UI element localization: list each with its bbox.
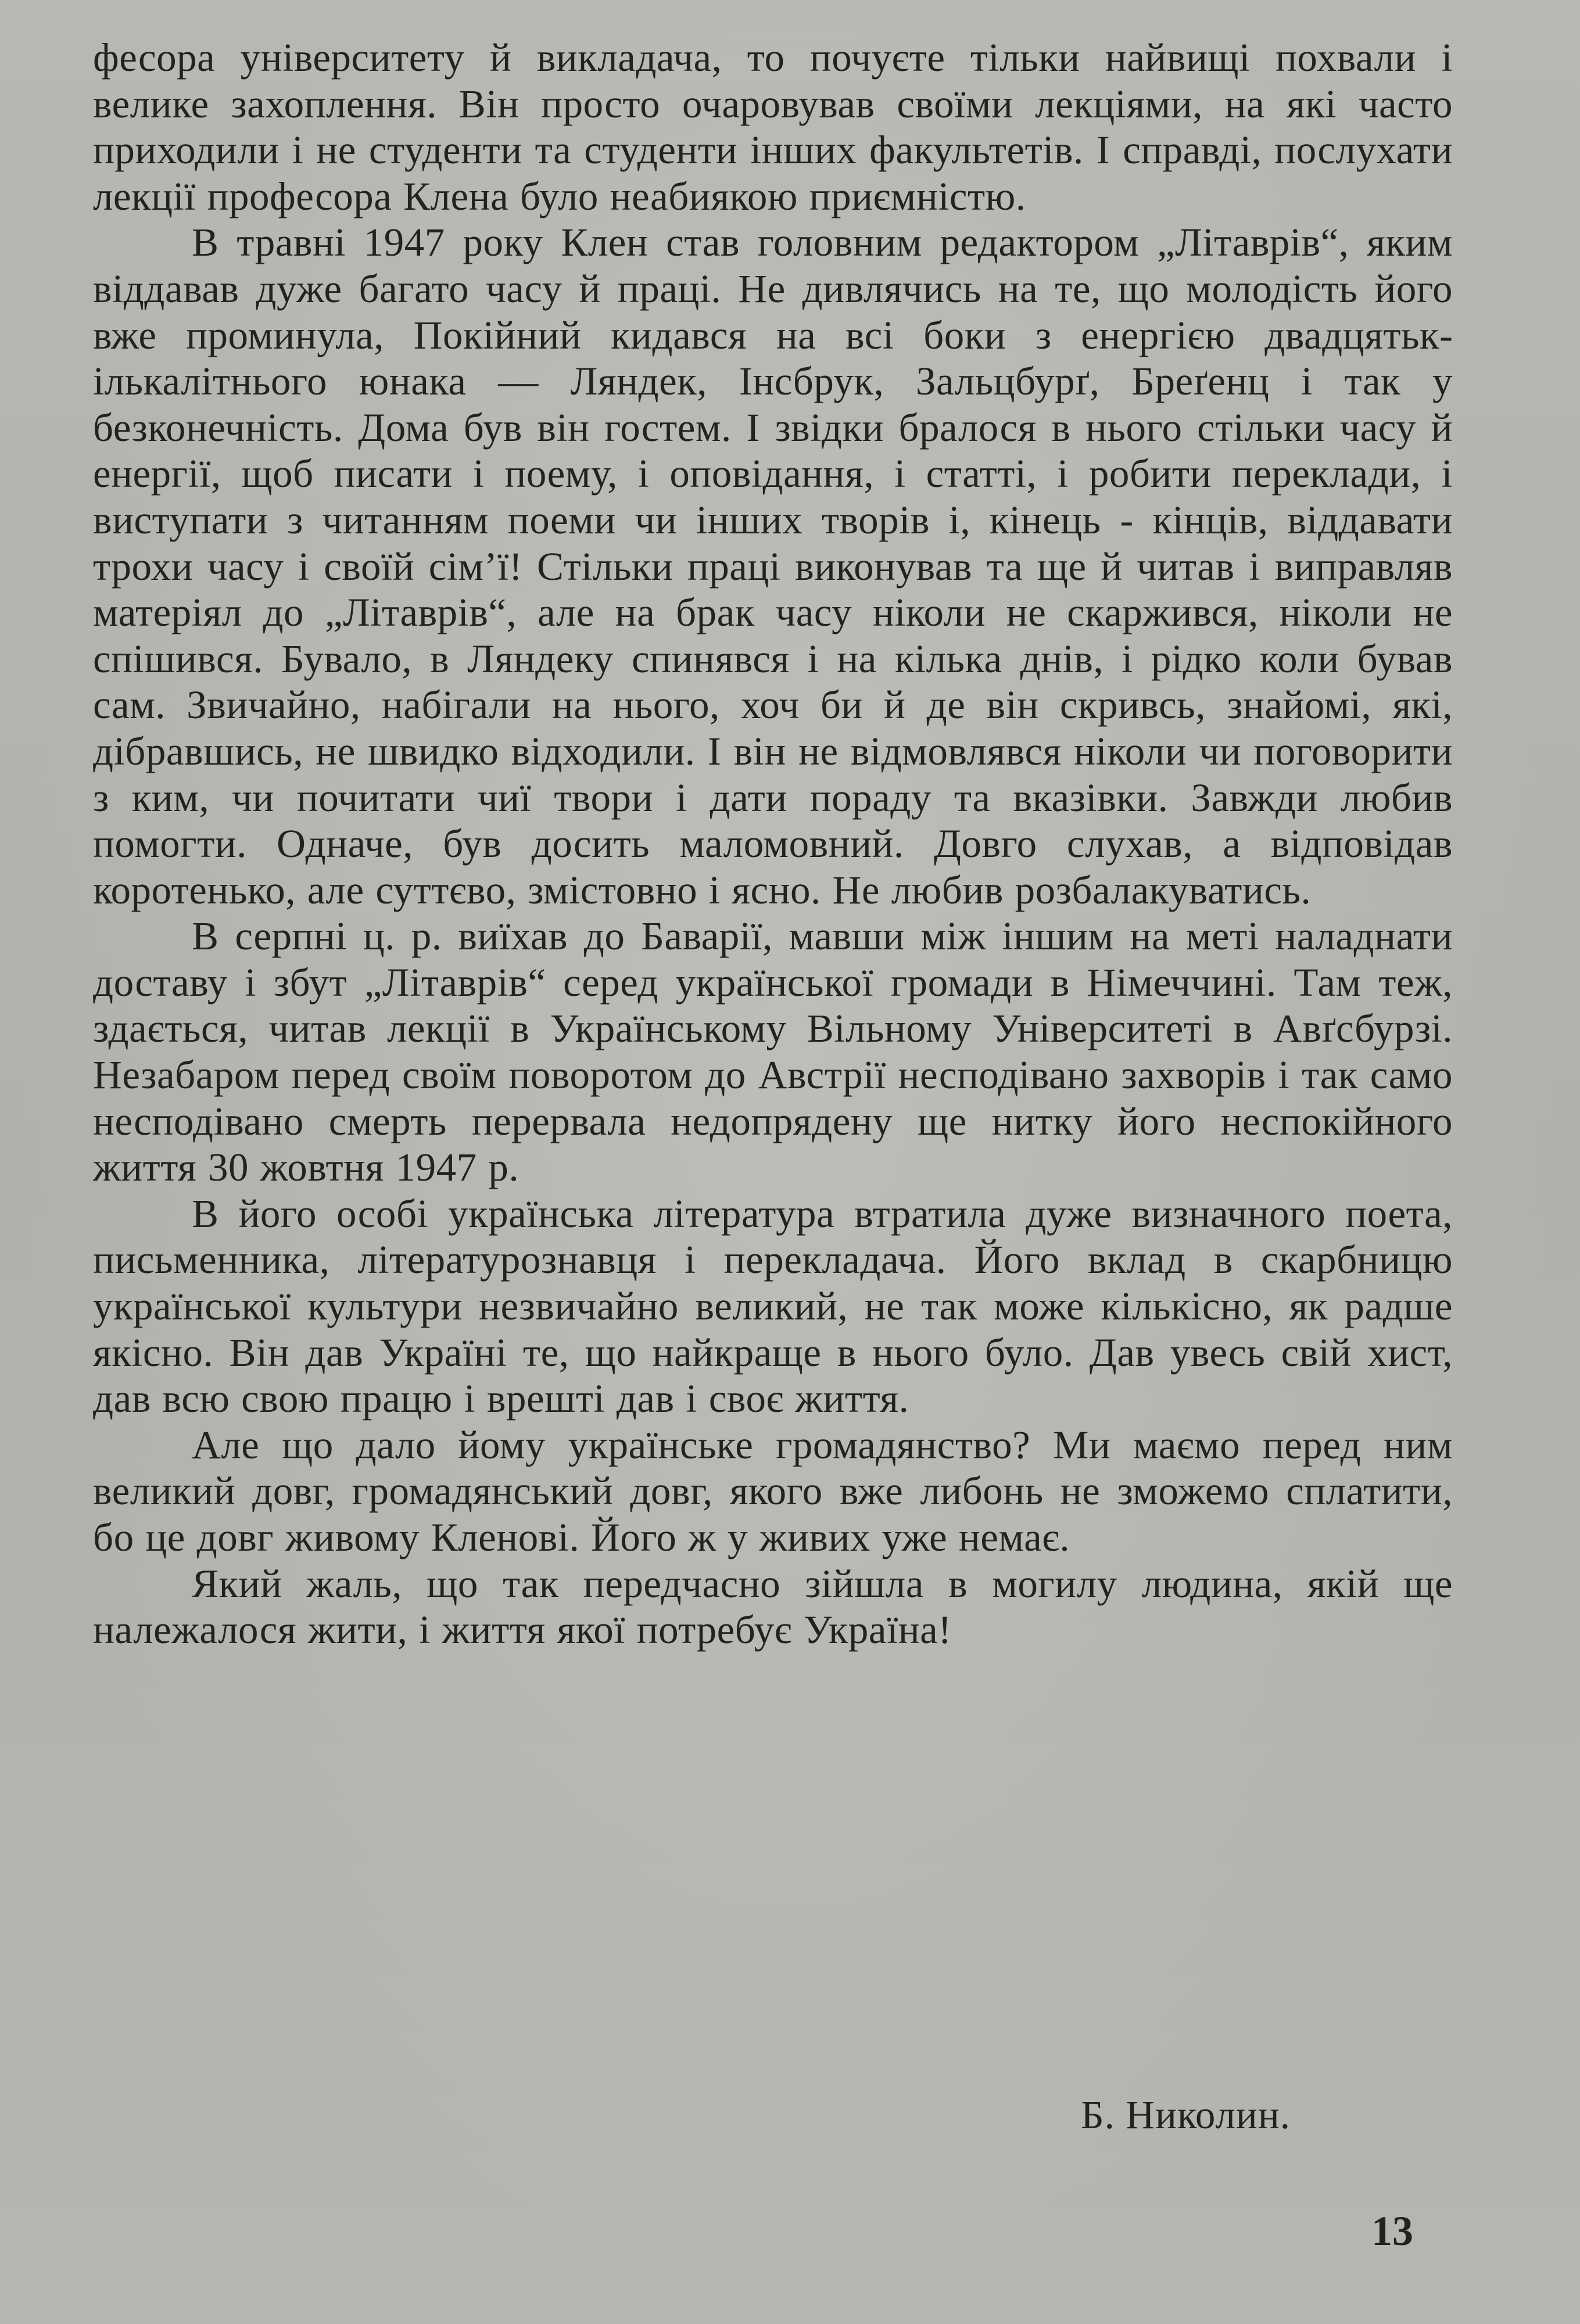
paragraph: В травні 1947 року Клен став головним редактором „Літаврів“, яким віддавав дуже багато часу й праці. Не дивлячись на те, що молодість його вже проминула, Покійний кидався на всі боки з енергією двадцятькількалітнього юнака — Ляндек, Інсбрук, Зальцбурґ, Бреґенц і так у безконечність. Дома був він гостем. І звідки бралося в нього стільки часу й енергії, щоб писати і поему, і оповідання, і статті, і робити переклади, і виступати з читанням поеми чи інших творів і, кінець - кінців, віддавати трохи часу і своїй сім’ї! Стільки праці виконував та ще й читав і виправляв матеріял до „Літаврів“, але на брак часу ніколи не скаржився, ніколи не спішився. Бувало, в Ляндеку спинявся і на кілька днів, і рідко коли бував сам. Звичайно, набігали на нього, хоч би й де він скривсь, знайомі, які, дібравшись, не швидко відходили. І він не відмовлявся ніколи чи поговорити з ким, чи почитати чиї твори і дати пораду та вказівки. Завжди любив помогти. Одначе, був досить маломовний. Довго слухав, а відповідав коротенько, але суттєво, змістовно і ясно. Не любив розбалакуватись. (93, 220, 1453, 912)
author-signature: Б. Николин. (1081, 2093, 1291, 2137)
paragraph: Але що дало йому українське громадянство? Ми маємо перед ним великий довг, громадянський довг, якого вже либонь не зможемо сплатити, бо це довг живому Кленові. Його ж у живих уже немає. (93, 1422, 1453, 1559)
paragraph: В серпні ц. р. виїхав до Баварії, мавши між іншим на меті наладнати доставу і збут „Літаврів“ серед української громади в Німеччині. Там теж, здається, читав лекції в Українському Вільному Університеті в Авґсбурзі. Незабаром перед своїм поворотом до Австрії несподівано захворів і так само несподівано смерть перервала недопрядену ще нитку його неспокійного життя 30 жовтня 1947 р. (93, 914, 1453, 1190)
paragraph: В його особі українська література втратила дуже визначного поета, письменника, літературознавця і перекладача. Його вклад в скарбницю української культури незвичайно великий, не так може кількісно, як радше якісно. Він дав Україні те, що найкраще в нього було. Дав увесь свій хист, дав всю свою працю і врешті дав і своє життя. (93, 1191, 1453, 1421)
paragraph: Який жаль, що так передчасно зійшла в могилу людина, якій ще належалося жити, і життя якої потребує Україна! (93, 1561, 1453, 1652)
page-number: 13 (1371, 2208, 1413, 2254)
article-body (93, 35, 1453, 1654)
paragraph: фесора університету й викладача, то почуєте тільки найвищі похвали і велике захоплення. Він просто очаровував своїми лекціями, на які часто приходили і не студенти та студенти інших факультетів. І справді, послухати лекції професора Клена було неабиякою приємністю. (93, 35, 1453, 218)
